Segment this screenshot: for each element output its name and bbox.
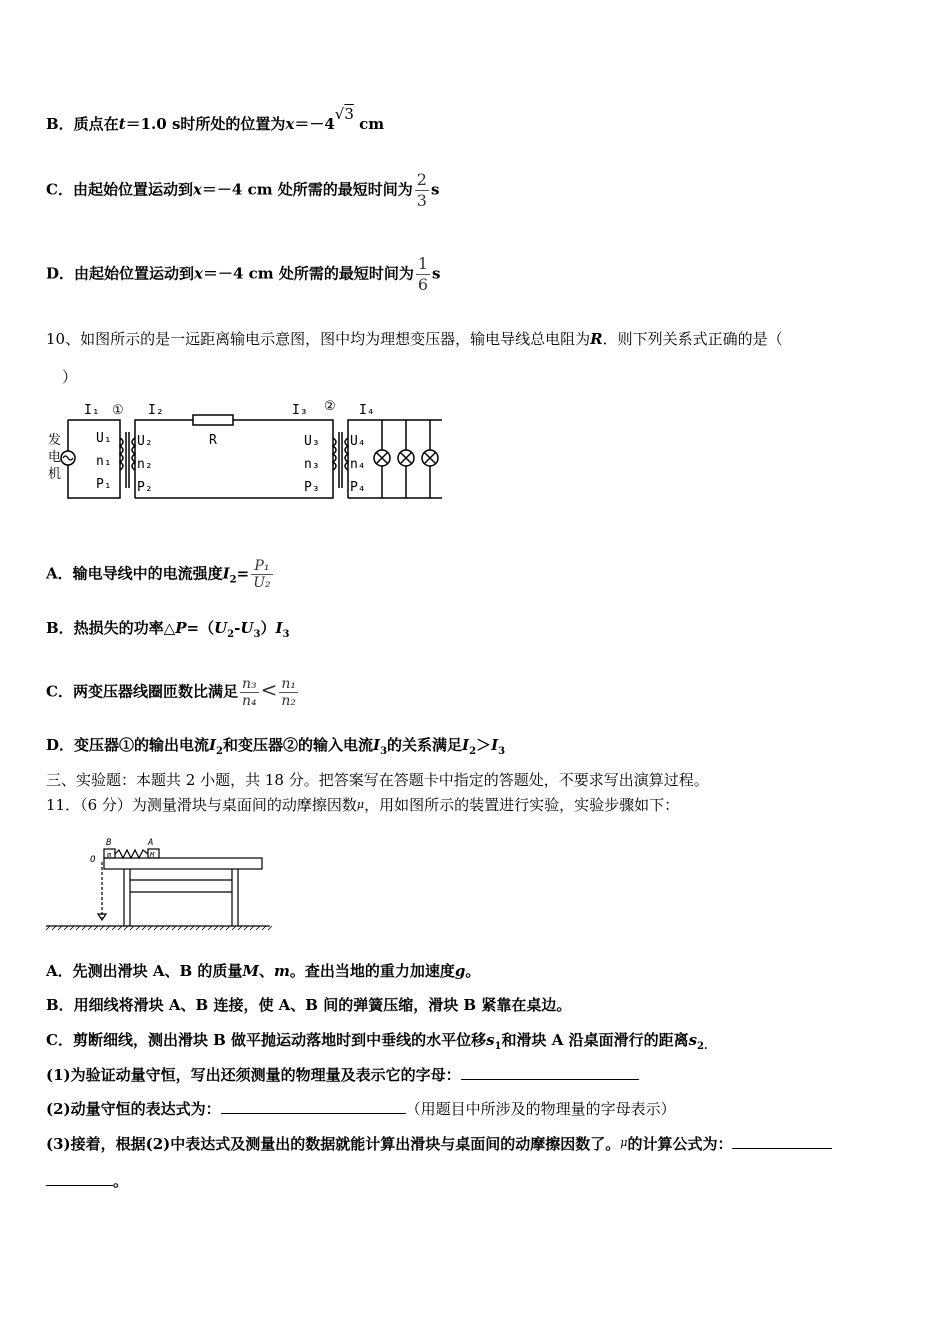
fraction-n1-n2: $\frac{\text{n₁}}{\text{n₂}}$ [281, 676, 296, 709]
svg-text:U₄: U₄ [350, 434, 366, 449]
q9-option-d: D．由起始位置运动到x＝－4 cm 处所需的最短时间为 $\frac{1}{6}$ s [46, 254, 441, 294]
fraction-n3-n4: $\frac{\text{n₃}}{\text{n₄}}$ [241, 676, 257, 709]
svg-text:A: A [148, 838, 154, 848]
svg-text:I₄: I₄ [359, 403, 375, 418]
q9-option-b: B．质点在t＝1.0 s时所处的位置为x＝－4√3 cm [46, 105, 385, 133]
svg-text:P₂: P₂ [137, 480, 153, 495]
svg-text:P₃: P₃ [304, 480, 320, 495]
svg-text:机: 机 [48, 467, 62, 482]
q10-option-c: C．两变压器线圈匝数比满足 $\frac{\text{n₃}}{\text{n₄}}$ < $\frac{\text{n₁}}{\text{n₂}}$ [46, 676, 296, 709]
q10-option-b: B．热损失的功率$\triangle P=(U_2-U_3)I_3$ [46, 619, 290, 640]
svg-text:①: ① [112, 403, 124, 418]
q11-step-b: B．用细线将滑块 A、B 连接，使 A、B 间的弹簧压缩，滑块 B 紧靠在桌边。 [46, 996, 572, 1014]
q10-stem-close: ） [62, 368, 78, 386]
q11-stem: 11．（6 分）为测量滑块与桌面间的动摩擦因数$^\mu$，用如图所示的装置进行实验，实验步骤如下： [46, 796, 680, 814]
svg-text:n₃: n₃ [304, 457, 320, 472]
svg-text:n₄: n₄ [350, 457, 366, 472]
svg-text:U₂: U₂ [137, 434, 153, 449]
answer-blank-3a[interactable] [732, 1133, 832, 1149]
svg-text:②: ② [324, 399, 336, 414]
section-3-heading: 三、实验题：本题共 2 小题，共 18 分。把答案写在答题卡中指定的答题处，不要求写出演算过程。 [46, 771, 709, 789]
svg-text:P₁: P₁ [96, 477, 112, 492]
svg-text:n₁: n₁ [96, 454, 112, 469]
answer-blank-2[interactable] [221, 1098, 406, 1114]
q11-part-3-cont: 。 [46, 1170, 128, 1191]
fraction-p1-u2: $\frac{\text{P₁}}{\text{U₂}}$ [253, 558, 271, 591]
svg-text:B: B [106, 838, 112, 848]
q11-part-2: (2)动量守恒的表达式为： （用题目中所涉及的物理量的字母表示） [46, 1100, 676, 1118]
q11-step-a: A．先测出滑块 A、B 的质量M、m。查出当地的重力加速度g。 [46, 962, 481, 980]
svg-text:U₃: U₃ [304, 434, 320, 449]
svg-text:M: M [150, 851, 155, 859]
svg-text:I₁: I₁ [84, 403, 100, 418]
svg-text:U₁: U₁ [96, 431, 112, 446]
svg-text:I₂: I₂ [148, 403, 164, 418]
answer-blank-3b[interactable] [46, 1170, 113, 1186]
svg-text:R: R [209, 433, 217, 448]
svg-text:m: m [107, 851, 112, 859]
q10-option-d: D．变压器①的输出电流$I_2$和变压器②的输入电流$I_3$的关系满足$I_2>I_3$ [46, 736, 506, 757]
svg-text:n₂: n₂ [137, 457, 153, 472]
q11-part-3: (3)接着，根据(2)中表达式及测量出的数据就能计算出滑块与桌面间的动摩擦因数了。$^\mu$的计算公式为： [46, 1133, 832, 1154]
q11-step-c: C．剪断细线，测出滑块 B 做平抛运动落地时到中垂线的水平位移$s_1$和滑块 A 沿桌面滑行的距离$s_{2.}$ [46, 1031, 708, 1052]
sqrt-symbol: √3 [334, 105, 354, 123]
table-apparatus-diagram [46, 834, 276, 940]
q10-option-a: A．输电导线中的电流强度$I_2=$ $\frac{\text{P₁}}{\text{U₂}}$ [46, 558, 271, 591]
q11-part-1: (1)为验证动量守恒，写出还须测量的物理量及表示它的字母： [46, 1064, 639, 1085]
svg-text:电: 电 [48, 450, 62, 465]
svg-text:I₃: I₃ [292, 403, 308, 418]
fraction-d: $\frac{1}{6}$ [417, 254, 429, 294]
svg-text:O: O [90, 855, 96, 865]
transmission-diagram [46, 398, 446, 506]
q9-option-c: C．由起始位置运动到x＝－4 cm 处所需的最短时间为 $\frac{2}{3}$ s [46, 170, 440, 210]
svg-text:P₄: P₄ [350, 480, 366, 495]
answer-blank-1[interactable] [461, 1064, 639, 1080]
fraction-c: $\frac{2}{3}$ [416, 170, 427, 210]
q10-stem: 10、如图所示的是一远距离输电示意图，图中均为理想变压器，输电导线总电阻为R．则下列关系式正确的是（ [46, 330, 783, 348]
svg-text:发: 发 [48, 433, 62, 448]
